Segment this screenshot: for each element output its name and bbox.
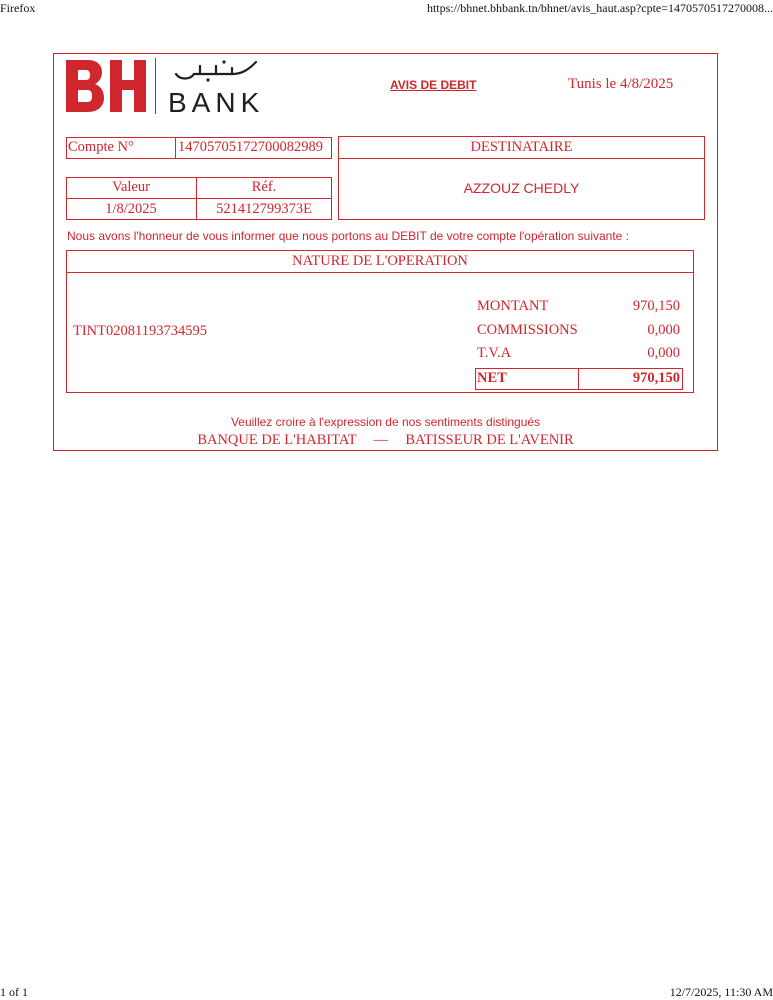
slogan-right: BATISSEUR DE L'AVENIR	[405, 432, 574, 448]
page-url[interactable]: https://bhnet.bhbank.tn/bhnet/avis_haut.asp?cpte=1470570517270008...	[426, 1, 773, 15]
print-header	[0, 0, 773, 16]
logo-separator	[155, 58, 156, 114]
print-datetime: 12/7/2025, 11:30 AM	[669, 985, 773, 999]
recipient-name: AZZOUZ CHEDLY	[463, 180, 580, 196]
value-date: 1/8/2025	[105, 201, 157, 217]
operation-header-divider	[66, 272, 694, 273]
amount-label-commissions: COMMISSIONS	[477, 322, 578, 338]
ref-number: 521412799373E	[216, 201, 312, 217]
amount-value-montant: 970,150	[632, 298, 680, 314]
net-divider	[578, 368, 579, 390]
operation-header: NATURE DE L'OPERATION	[292, 253, 468, 269]
amount-label-montant: MONTANT	[477, 298, 549, 314]
browser-name: Firefox	[0, 1, 36, 15]
slogan-dash: —	[373, 432, 389, 448]
operation-code: TINT02081193734595	[73, 323, 207, 339]
print-footer	[0, 984, 773, 1000]
value-ref-row-divider	[66, 198, 332, 199]
amount-value-commissions: 0,000	[647, 322, 680, 338]
net-label: NET	[477, 370, 507, 386]
account-number: 14705705172700082989	[178, 139, 323, 155]
net-value: 970,150	[632, 370, 680, 386]
account-label: Compte N°	[68, 139, 134, 155]
notice-title: AVIS DE DEBIT	[390, 78, 477, 92]
slogan-left: BANQUE DE L'HABITAT	[197, 432, 357, 448]
logo-bank-word: BANK	[168, 87, 265, 118]
intro-text: Nous avons l'honneur de vous informer que nous portons au DEBIT de votre compte l'opération suivante :	[67, 229, 630, 243]
amount-label-tva: T.V.A	[477, 345, 512, 361]
closing-text: Veuillez croire à l'expression de nos sentiments distingués	[230, 415, 541, 429]
slogan	[53, 432, 718, 449]
amount-value-tva: 0,000	[647, 345, 680, 361]
ref-label: Réf.	[251, 179, 277, 195]
notice-date: Tunis le 4/8/2025	[568, 76, 674, 92]
bh-logo-icon	[64, 58, 148, 114]
recipient-header: DESTINATAIRE	[470, 139, 573, 155]
page-count: 1 of 1	[0, 985, 28, 999]
recipient-divider	[338, 158, 705, 159]
account-divider	[175, 137, 176, 159]
value-label: Valeur	[112, 179, 150, 195]
arabic-bank-mark-icon	[172, 58, 262, 84]
